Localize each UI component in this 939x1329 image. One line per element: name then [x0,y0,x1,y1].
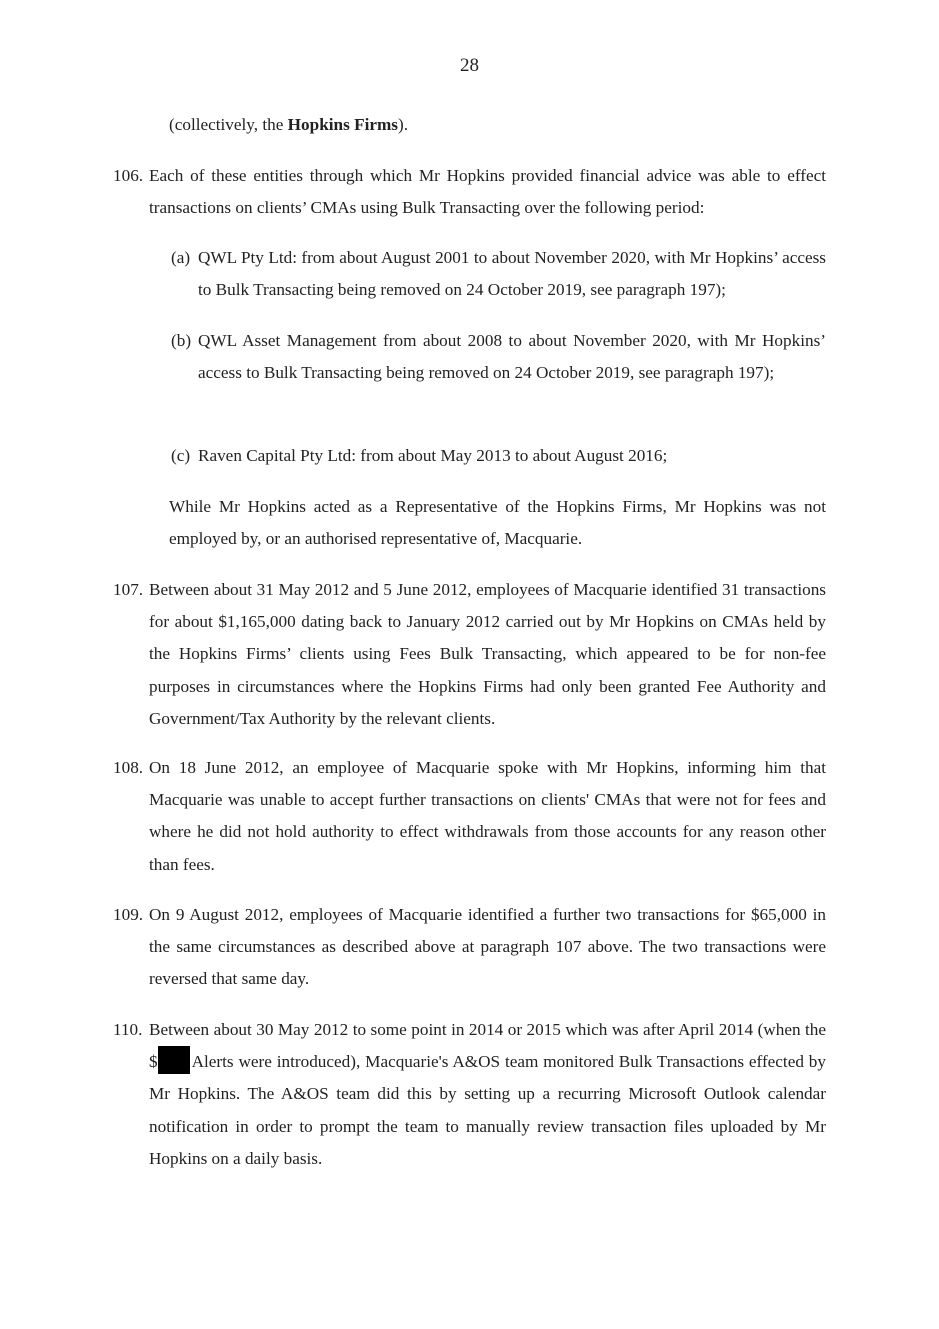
paragraph-110-text-after: Alerts were introduced), Macquarie's A&OS team monitored Bulk Transactions effected by Mr Hopkins. The A&OS team did this by setting up a recurring Microsoft Outlook calendar notification in order to prompt the team to manually review transaction files uploaded by Mr Hopkins on a daily basis. [149,1052,826,1168]
item-b-text: QWL Asset Management from about 2008 to about November 2020, with Mr Hopkins’ access to Bulk Transacting being removed on 24 October 2019, see paragraph 197); [198,331,826,383]
item-a-text: QWL Pty Ltd: from about August 2001 to about November 2020, with Mr Hopkins’ access to Bulk Transacting being removed on 24 October 2019, see paragraph 197); [198,248,826,300]
redaction-box [158,1046,190,1074]
paragraph-number-106: 106. [113,166,144,185]
paragraph-110-text [149,1014,826,1175]
page-number: 28 [460,55,479,76]
paragraph-number-108: 108. [113,758,144,777]
paragraph-110-text-before: Between about 30 May 2012 to some point in 2014 or 2015 which was after April 2014 (when the $ [149,1020,826,1072]
paragraph-109-text: On 9 August 2012, employees of Macquarie identified a further two transactions for $65,000 in the same circumstances as described above at paragraph 107 above. The two transactions were reversed that same day. [149,905,826,989]
paragraph-107-text: Between about 31 May 2012 and 5 June 2012, employees of Macquarie identified 31 transactions for about $1,165,000 dating back to January 2012 carried out by Mr Hopkins on CMAs held by the Hopkins Firms’ clients using Fees Bulk Transacting, which appeared to be for non-fee purposes in circumstances where the Hopkins Firms had only been granted Fee Authority and Government/Tax Authority by the relevant clients. [149,580,826,728]
item-b-label: (b) [171,331,192,350]
intro-after: ). [397,115,409,134]
defined-term: Hopkins Firms [287,115,398,134]
item-a-label: (a) [171,248,191,267]
item-c-text: Raven Capital Pty Ltd: from about May 2013 to about August 2016; [198,446,668,465]
paragraph-number-109: 109. [113,905,144,924]
intro-line [169,109,826,141]
paragraph-106-closing: While Mr Hopkins acted as a Representative of the Hopkins Firms, Mr Hopkins was not employed by, or an authorised representative of, Macquarie. [169,497,826,549]
item-c-label: (c) [171,446,191,465]
paragraph-number-110: 110. [113,1020,143,1039]
intro-before: (collectively, the [169,115,288,134]
paragraph-106-text: Each of these entities through which Mr Hopkins provided financial advice was able to effect transactions on clients’ CMAs using Bulk Transacting over the following period: [149,166,826,218]
paragraph-number-107: 107. [113,580,144,599]
paragraph-108-text: On 18 June 2012, an employee of Macquarie spoke with Mr Hopkins, informing him that Macquarie was unable to accept further transactions on clients' CMAs that were not for fees and where he did not hold authority to effect withdrawals from those accounts for any reason other than fees. [149,758,826,874]
